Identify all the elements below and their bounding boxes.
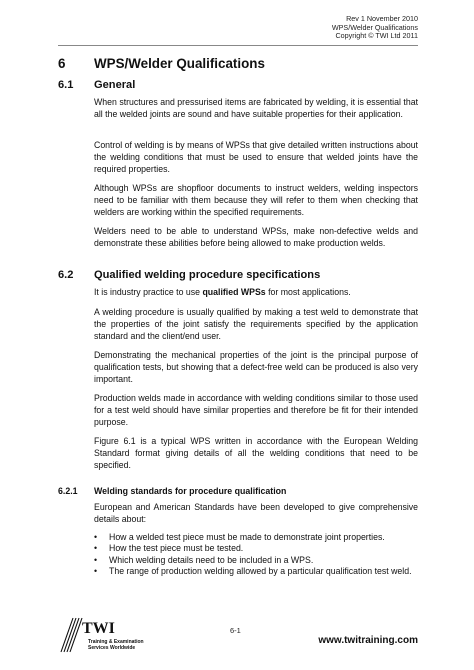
paragraph: Although WPSs are shopfloor documents to instruct welders, welding inspectors need to be familiar with them because they will refer to them when checking that welders are working within the specified requirements. [94, 183, 418, 217]
section-number: 6.2 [58, 269, 74, 281]
section-title: Qualified welding procedure specifications [94, 269, 321, 281]
header-rule [58, 45, 418, 46]
list-item: • How a welded test piece must be made to demonstrate joint properties. [94, 532, 418, 543]
list-item: • Which welding details need to be included in a WPS. [94, 555, 418, 566]
header-revision: Rev 1 November 2010 [346, 14, 418, 23]
header-copyright: Copyright © TWI Ltd 2011 [335, 31, 418, 41]
section-title: WPS/Welder Qualifications [94, 56, 265, 71]
paragraph: A welding procedure is usually qualified by making a test weld to demonstrate that the properties of the joint satisfy the requirements specified by the application standard and the client/end user. [94, 307, 418, 341]
list-item: • The range of production welding allowed by a particular qualification test weld. [94, 566, 418, 577]
list-item: • How the test piece must be tested. [94, 543, 418, 554]
section-number: 6.2.1 [58, 486, 78, 496]
section-6-2-heading [58, 269, 320, 281]
header-doc-title: WPS/Welder Qualifications [331, 22, 418, 32]
paragraph: Demonstrating the mechanical properties of the joint is the principal purpose of qualification tests, but showing that a defect-free weld can be produced is also very important. [94, 350, 418, 384]
section-title: Welding standards for procedure qualification [94, 486, 287, 496]
section-number: 6.1 [58, 79, 74, 91]
paragraph: Figure 6.1 is a typical WPS written in accordance with the European Welding Standard format giving details of all the welding conditions that need to be specified. [94, 436, 418, 470]
paragraph [94, 287, 418, 299]
paragraph: Production welds made in accordance with welding conditions similar to those used for a test weld should have similar properties and therefore be fit for their intended purpose. [94, 393, 418, 427]
paragraph: European and American Standards have been developed to give comprehensive details about: [94, 502, 418, 524]
website-link[interactable]: www.twitraining.com [318, 635, 418, 646]
section-6-1-heading [58, 79, 135, 91]
section-title: General [94, 79, 136, 91]
twi-logo [58, 617, 158, 653]
section-number: 6 [58, 56, 66, 71]
logo-tagline-2: Services Worldwide [88, 645, 136, 651]
bold-term: qualified WPSs [202, 287, 266, 297]
logo-tagline-1: Training & Examination [88, 639, 144, 645]
page-number: 6-1 [230, 626, 241, 635]
twi-logo-mark [58, 617, 158, 653]
section-6-heading [58, 56, 265, 71]
paragraph: Control of welding is by means of WPSs that give detailed written instructions about the welding conditions that must be used to ensure that welded joints have the required properties. [94, 140, 418, 174]
running-header [332, 15, 418, 41]
logo-wordmark: TWI [82, 620, 115, 637]
bullet-list [94, 532, 418, 577]
paragraph: Welders need to be able to understand WPSs, make non-defective welds and demonstrate these abilities before being allowed to make production welds. [94, 226, 418, 248]
section-6-2-1-heading [58, 486, 286, 496]
paragraph: When structures and pressurised items are fabricated by welding, it is essential that all the welded joints are sound and have suitable properties for their application. [94, 97, 418, 119]
text-run: It is industry practice to use [94, 287, 203, 297]
text-run: for most applications. [265, 287, 351, 297]
